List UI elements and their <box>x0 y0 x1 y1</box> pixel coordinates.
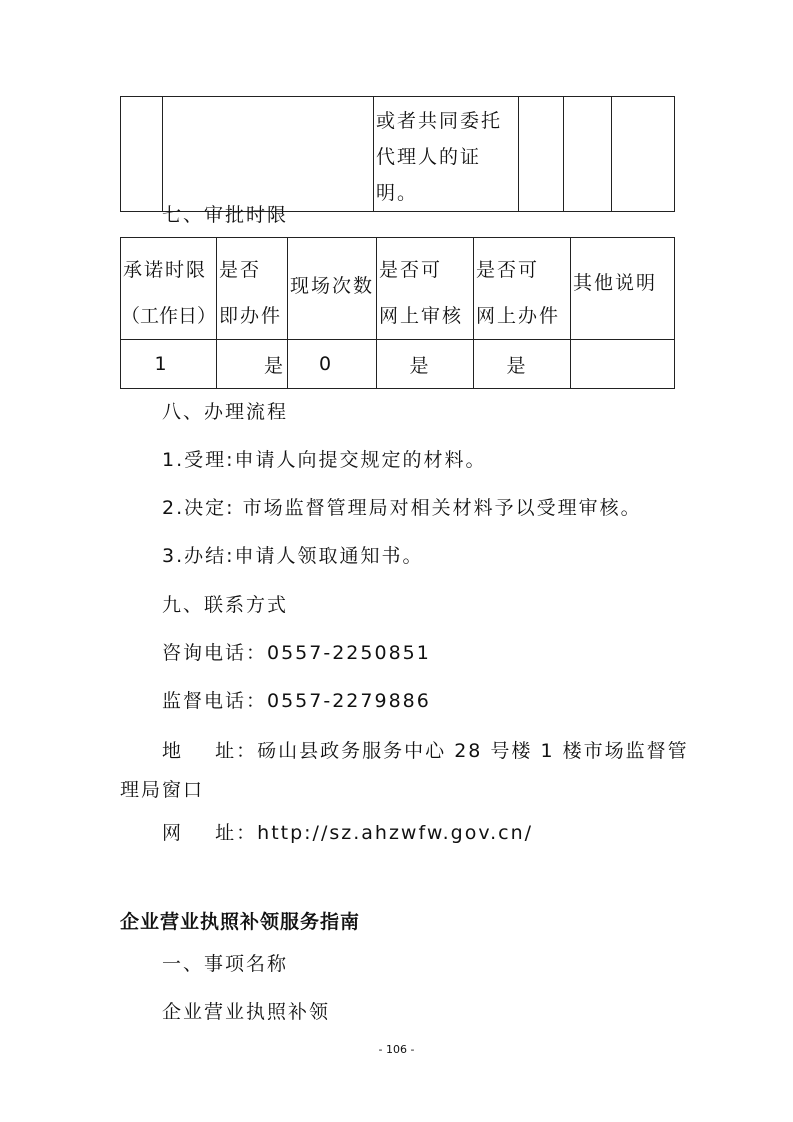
header-line: 网上办件 <box>476 305 561 327</box>
table-cell: 是 <box>377 340 474 389</box>
section-title-process: 八、办理流程 <box>162 401 289 423</box>
process-step: 3.办结:申请人领取通知书。 <box>162 545 424 567</box>
table-cell-text <box>374 97 519 212</box>
table-cell <box>571 340 675 389</box>
address-line: 理局窗口 <box>120 779 205 801</box>
table-header-cell <box>571 238 675 340</box>
table-cell <box>612 97 675 212</box>
item-name: 企业营业执照补领 <box>162 1001 331 1023</box>
table-cell: 是 <box>474 340 571 389</box>
table-cell: 是 <box>217 340 288 389</box>
process-step: 2.决定: 市场监督管理局对相关材料予以受理审核。 <box>162 497 642 519</box>
table-header-cell <box>377 238 474 340</box>
cell-text-line: 或者共同委托 <box>376 110 503 132</box>
table-header-cell <box>121 238 217 340</box>
page-number: - 106 - <box>378 1043 415 1056</box>
consult-phone: 咨询电话：0557-2250851 <box>162 642 431 664</box>
table-cell <box>163 97 374 212</box>
guide-heading: 企业营业执照补领服务指南 <box>120 911 361 933</box>
header-line: 是否可 <box>379 259 443 281</box>
time-limit-table <box>120 237 675 389</box>
table-cell <box>519 97 564 212</box>
address-line: 地 址：砀山县政务服务中心 28 号楼 1 楼市场监督管 <box>162 740 689 762</box>
header-line: 其他说明 <box>573 272 658 294</box>
table-header-cell <box>288 238 377 340</box>
website-line: 网 址：http://sz.ahzwfw.gov.cn/ <box>162 822 534 844</box>
cell-text-line: 代理人的证明。 <box>376 146 482 204</box>
header-line: 承诺时限 <box>123 259 208 281</box>
supervise-phone: 监督电话：0557-2279886 <box>162 690 431 712</box>
header-line: 是否可 <box>476 259 540 281</box>
section-title-contact: 九、联系方式 <box>162 594 289 616</box>
table-cell: 1 <box>121 340 217 389</box>
header-line: 网上审核 <box>379 305 464 327</box>
materials-table-continuation <box>120 96 675 212</box>
table-cell <box>121 97 163 212</box>
table-header-cell <box>217 238 288 340</box>
table-cell <box>564 97 612 212</box>
section-title-item-name: 一、事项名称 <box>162 953 289 975</box>
header-line: 现场次数 <box>290 275 375 297</box>
header-line: 是否 <box>219 259 262 281</box>
header-line: （工作日） <box>121 305 217 327</box>
table-header-cell <box>474 238 571 340</box>
header-line: 即办件 <box>219 305 283 327</box>
process-step: 1.受理:申请人向提交规定的材料。 <box>162 449 487 471</box>
section-title-approval-time-limit: 七、审批时限 <box>162 204 289 226</box>
table-cell: 0 <box>288 340 377 389</box>
